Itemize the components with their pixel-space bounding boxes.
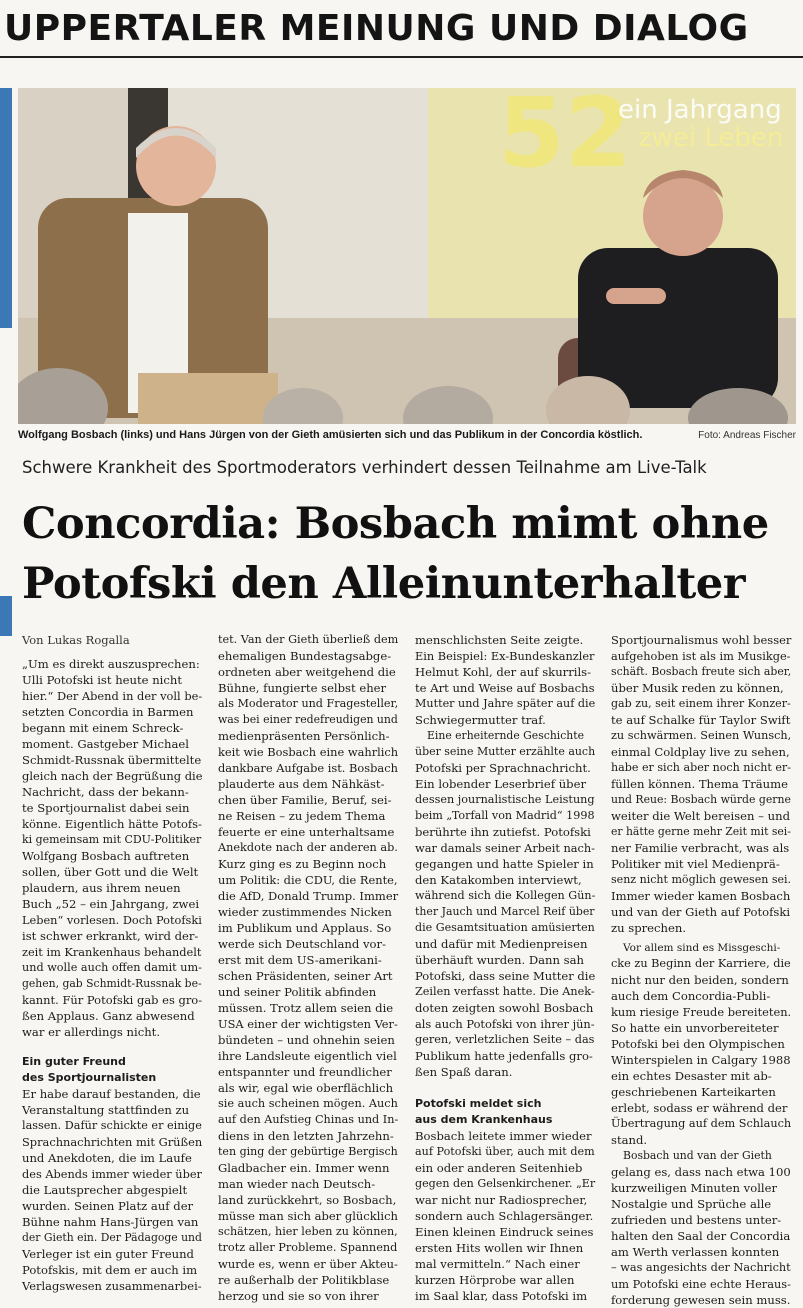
- text-line: So hatte ein unvorbereiteter: [611, 1021, 779, 1035]
- text-line: Potofski per Sprachnachricht.: [415, 761, 591, 775]
- text-line: re außerhalb der Politikblase: [218, 1273, 390, 1287]
- text-line: war damals seiner Arbeit nach-: [415, 841, 596, 855]
- text-line: und van der Gieth auf Potofski: [611, 905, 791, 919]
- text-line: könne. Eigentlich hätte Potofs-: [22, 817, 202, 831]
- text-line: ßen Spaß daran.: [415, 1065, 513, 1079]
- text-line: sondern auch Schlagersänger.: [415, 1209, 594, 1223]
- text-line: habe er sich aber noch nicht er-: [611, 761, 791, 774]
- text-line: USA einer der wichtigsten Ver-: [218, 1017, 398, 1031]
- text-line: Immer wieder kamen Bosbach: [611, 889, 791, 903]
- text-line: Buch „52 – ein Jahrgang, zwei: [22, 897, 200, 911]
- text-line: te Art und Weise auf Bosbachs: [415, 681, 595, 695]
- text-line: cke zu Beginn der Karriere, die: [611, 957, 791, 970]
- text-line: zeit im Krankenhaus behandelt: [22, 945, 202, 959]
- text-line: ten ging der gebürtige Bergisch: [218, 1145, 398, 1158]
- text-line: war er allerdings nicht.: [22, 1025, 161, 1039]
- text-line: Nachricht, dass der bekann-: [22, 785, 189, 799]
- text-line: ein echtes Desaster mit ab-: [611, 1069, 772, 1083]
- text-line: berührte ihn zutiefst. Potofski: [415, 825, 591, 839]
- text-line: gab zu, seit einem ihrer Konzer-: [611, 697, 791, 710]
- text-line: te Sportjournalist dabei sein: [22, 801, 190, 815]
- text-line: wurde es, wenn er über Akteu-: [218, 1257, 398, 1271]
- page-edge-strip: [0, 88, 12, 328]
- text-line: ehemaligen Bundestagsabge-: [218, 649, 392, 663]
- text-line: müssen. Trotz allem seien die: [218, 1001, 394, 1015]
- text-line: dessen journalistische Leistung: [415, 793, 595, 806]
- text-line: kannt. Für Potofski gab es gro-: [22, 993, 203, 1007]
- text-line: Potofski bei den Olympischen: [611, 1037, 785, 1051]
- text-line: Politiker mit viel Medienprä-: [611, 857, 780, 871]
- text-line: senz nicht möglich gewesen sei.: [611, 873, 792, 886]
- text-line: man wieder nach Deutsch-: [218, 1177, 376, 1191]
- backdrop-number: 52: [498, 88, 632, 189]
- text-line: mal vermitteln.“ Nach einer: [415, 1257, 580, 1271]
- headline-line: Potofski den Alleinunterhalter: [22, 558, 746, 609]
- text-line: nicht nur den beiden, sondern: [611, 973, 789, 987]
- text-line: einmal Coldplay live zu sehen,: [611, 745, 790, 759]
- photo-credit: Foto: Andreas Fischer: [698, 430, 796, 441]
- text-line: den Katakomben interviewt,: [415, 873, 582, 887]
- text-line: – was angesichts der Nachricht: [611, 1261, 791, 1274]
- text-line: diens in den letzten Jahrzehn-: [218, 1129, 394, 1143]
- text-line: land zurückkehrt, so Bosbach,: [218, 1193, 397, 1207]
- text-line: Veranstaltung stattfinden zu: [22, 1103, 190, 1117]
- text-line: kurzen Hörprobe war allen: [415, 1273, 575, 1287]
- text-line: Helmut Kohl, der auf skurrils-: [415, 665, 592, 679]
- byline: Von Lukas Rogalla: [22, 633, 130, 647]
- article-photo: [18, 88, 796, 424]
- text-line: Mutter und Jahre später auf die: [415, 697, 596, 710]
- text-line: Anekdote nach der anderen ab.: [218, 841, 398, 854]
- text-line: geschriebenen Karteikarten: [611, 1085, 776, 1099]
- text-line: trotz aller Probleme. Spannend: [218, 1241, 398, 1254]
- text-line: werde sich Deutschland vor-: [218, 937, 386, 951]
- text-line: füllen können. Thema Träume: [611, 777, 788, 791]
- text-line: Verleger ist ein guter Freund: [22, 1247, 194, 1261]
- text-line: kurzweiligen Minuten voller: [611, 1181, 778, 1195]
- text-line: geren, verletzlichen Seite – das: [415, 1033, 595, 1046]
- text-line: Er habe darauf bestanden, die: [22, 1087, 201, 1101]
- text-line: gehen, gab Schmidt-Russnak be-: [22, 977, 202, 990]
- text-line: gegangen und hatte Spieler in: [415, 857, 594, 871]
- text-line: Verlagswesen zusammenarbei-: [22, 1279, 202, 1293]
- text-line: überhäuft wurden. Dann sah: [415, 953, 584, 967]
- text-line: Bühne, fungierte selbst eher: [218, 681, 387, 695]
- text-line: Bühne nahm Hans-Jürgen van: [22, 1215, 199, 1229]
- text-line: Wolfgang Bosbach auftreten: [22, 849, 190, 863]
- text-line: doten zeigten sowohl Bosbach: [415, 1001, 594, 1015]
- text-line: auch dem Concordia-Publi-: [611, 989, 771, 1003]
- text-line: feuerte er eine unterhaltsame: [218, 825, 395, 839]
- text-line: bündeten – und ohnehin seien: [218, 1033, 395, 1047]
- text-line: gegen den Gelsenkirchener. „Er: [415, 1177, 596, 1190]
- section-title: UPPERTALER MEINUNG UND DIALOG: [4, 8, 749, 49]
- text-line: der Gieth ein. Der Pädagoge und: [22, 1231, 202, 1244]
- text-line: erst mit dem US-amerikani-: [218, 953, 382, 967]
- text-line: und dafür mit Medienpreisen: [415, 937, 588, 951]
- text-line: tet. Van der Gieth überließ dem: [218, 633, 399, 646]
- text-line: Potofski, dass seine Mutter die: [415, 969, 596, 983]
- text-line: ordneten aber weitgehend die: [218, 665, 396, 679]
- text-line: und Anekdoten, die im Laufe: [22, 1151, 192, 1165]
- text-line: sollen, über Gott und die Welt: [22, 865, 199, 879]
- text-line: medienpräsenten Persönlich-: [218, 729, 390, 743]
- text-line: ki gemeinsam mit CDU-Politiker: [22, 833, 202, 846]
- section-header: [0, 8, 803, 54]
- text-line: um Politik: die CDU, die Rente,: [218, 873, 398, 887]
- text-line: im Saal klar, dass Potofski im: [415, 1289, 588, 1303]
- intertitle: Potofski meldet sich: [415, 1097, 542, 1110]
- text-line: Bosbach leitete immer wieder: [415, 1129, 592, 1143]
- headline: [22, 494, 792, 614]
- text-line: Zeilen verfasst hatte. Die Anek-: [415, 985, 595, 998]
- text-line: als Moderator und Fragesteller,: [218, 697, 399, 710]
- text-line: auf den Aufstieg Chinas und In-: [218, 1113, 399, 1126]
- text-line: weiter die Welt bereisen – und: [611, 809, 790, 823]
- subheadline: Schwere Krankheit des Sportmoderators verhindert dessen Teilnahme am Live-Talk: [22, 458, 707, 477]
- text-line: Sportjournalismus wohl besser: [611, 633, 792, 647]
- text-line: gelang es, dass nach etwa 100: [611, 1165, 791, 1179]
- text-line: entspannter und freundlicher: [218, 1065, 392, 1079]
- text-line: dankbare Aufgabe ist. Bosbach: [218, 761, 398, 775]
- photo-caption: [18, 429, 796, 447]
- text-line: ihre Landsleute eigentlich viel: [218, 1049, 397, 1063]
- text-line: chen über Familie, Beruf, sei-: [218, 793, 392, 807]
- text-line: erlebt, sodass er während der: [611, 1101, 788, 1115]
- page-edge-strip: [0, 596, 12, 636]
- header-rule: [0, 56, 803, 58]
- article-column-3: [415, 632, 595, 1304]
- text-line: Winterspielen in Calgary 1988: [611, 1053, 791, 1067]
- text-line: ist schwer erkrankt, wird der-: [22, 929, 199, 943]
- text-line: des Abends immer wieder über: [22, 1167, 202, 1181]
- text-line: Übertragung auf dem Schlauch: [611, 1117, 792, 1130]
- text-line: keit wie Bosbach eine wahrlich: [218, 745, 399, 759]
- text-line: beim „Torfall von Madrid“ 1998: [415, 809, 595, 822]
- text-line: schen Präsidenten, seiner Art: [218, 969, 393, 983]
- text-line: am Werth verlassen konnten: [611, 1245, 780, 1259]
- text-line: plaudern, aus ihrem neuen: [22, 881, 181, 895]
- text-line: die Lautsprecher abgespielt: [22, 1183, 188, 1197]
- text-line: forderung gewesen sein muss.: [611, 1293, 791, 1307]
- text-line: wurden. Seinen Platz auf der: [22, 1199, 194, 1213]
- text-line: er hätte gerne mehr Zeit mit sei-: [611, 825, 791, 838]
- text-line: Leben“ vorlesen. Doch Potofski: [22, 913, 202, 927]
- text-line: als auch Potofski von ihrer jün-: [415, 1017, 595, 1031]
- text-line: auf Potofski über, auch mit dem: [415, 1145, 595, 1158]
- text-line: zufrieden und bestens unter-: [611, 1213, 782, 1227]
- text-line: ein oder anderen Seitenhieb: [415, 1161, 583, 1175]
- paragraph-gap: [22, 1040, 202, 1054]
- text-line: über Musik reden zu können,: [611, 681, 784, 695]
- text-line: als wir, egal wie oberflächlich: [218, 1081, 394, 1095]
- text-line: und seiner Politik abfinden: [218, 985, 377, 999]
- text-line: ne Reisen – zu jedem Thema: [218, 809, 386, 823]
- article-column-2: [218, 632, 398, 1304]
- text-line: kum riesige Freude bereiteten.: [611, 1005, 792, 1019]
- text-line: Kurz ging es zu Beginn noch: [218, 857, 387, 871]
- text-line: hier.“ Der Abend in der voll be-: [22, 689, 203, 703]
- article-column-4: [611, 632, 791, 1308]
- text-line: sie auch scheinen mögen. Auch: [218, 1097, 398, 1110]
- caption-text: Wolfgang Bosbach (links) und Hans Jürgen von der Gieth amüsierten sich und das Publikum in der Concordia köstlich.: [18, 429, 643, 441]
- text-line: Schwiegermutter traf.: [415, 713, 546, 727]
- photo-illustration: [18, 88, 796, 424]
- text-line: über seine Mutter erzählte auch: [415, 745, 596, 758]
- article-column-1: [22, 632, 202, 1294]
- text-line: zu schwärmen. Seinen Wunsch,: [611, 729, 792, 742]
- text-line: wieder zustimmendes Nicken: [218, 905, 392, 919]
- text-line: war nicht nur Radiosprecher,: [415, 1193, 588, 1207]
- text-line: schäft. Bosbach freute sich aber,: [611, 665, 792, 678]
- text-line: Sprachnachrichten mit Grüßen: [22, 1135, 203, 1149]
- text-line: um Potofski eine echte Heraus-: [611, 1277, 791, 1291]
- text-line: ersten Hits wollen wir Ihnen: [415, 1241, 584, 1255]
- text-line: lassen. Dafür schickte er einige: [22, 1119, 202, 1132]
- text-line: Bosbach und van der Gieth: [623, 1149, 772, 1162]
- text-line: die Gesamtsituation amüsierten: [415, 921, 595, 934]
- intertitle: Ein guter Freund: [22, 1055, 126, 1068]
- text-line: und wolle auch offen damit um-: [22, 961, 202, 974]
- text-line: menschlichsten Seite zeigte.: [415, 633, 584, 647]
- text-line: während sich die Kollegen Gün-: [415, 889, 596, 902]
- text-line: gleich nach der Begrüßung die: [22, 769, 203, 783]
- text-line: Eine erheiternde Geschichte: [427, 729, 584, 742]
- text-line: setzten Concordia in Barmen: [22, 705, 194, 719]
- text-line: Gladbacher ein. Immer wenn: [218, 1161, 390, 1175]
- text-line: und Reue: Bosbach würde gerne: [611, 793, 791, 806]
- text-line: plauderte aus dem Nähkäst-: [218, 777, 385, 791]
- text-line: im Publikum und Applaus. So: [218, 921, 392, 935]
- text-line: was bei einer redefreudigen und: [218, 713, 398, 726]
- backdrop-text-1: ein Jahrgang: [618, 95, 782, 125]
- paragraph-gap: [22, 648, 202, 656]
- text-line: zu sprechen.: [611, 921, 687, 935]
- text-line: moment. Gastgeber Michael: [22, 737, 189, 751]
- text-line: Nostalgie und Sprüche alle: [611, 1197, 772, 1211]
- text-line: Ein lobender Leserbrief über: [415, 777, 586, 791]
- text-line: Potofskis, mit dem er auch im: [22, 1263, 198, 1277]
- text-line: „Um es direkt auszusprechen:: [22, 657, 200, 671]
- text-line: begann mit einem Schreck-: [22, 721, 184, 735]
- text-line: aufgehoben ist als im Musikge-: [611, 649, 791, 663]
- text-line: Ulli Potofski ist heute nicht: [22, 673, 182, 687]
- text-line: Publikum hatte jedenfalls gro-: [415, 1049, 593, 1063]
- intertitle: aus dem Krankenhaus: [415, 1113, 553, 1126]
- text-line: ner Familie verbracht, was als: [611, 841, 790, 855]
- text-line: schätzen, hier leben zu können,: [218, 1225, 398, 1238]
- headline-line: Concordia: Bosbach mimt ohne: [22, 498, 769, 549]
- text-line: stand.: [611, 1133, 648, 1147]
- text-line: Schmidt-Russnak übermittelte: [22, 753, 202, 767]
- text-line: ther Jauch und Marcel Reif über: [415, 905, 595, 918]
- text-line: Ein Beispiel: Ex-Bundeskanzler: [415, 649, 595, 663]
- backdrop-text-2: zwei Leben: [638, 123, 784, 153]
- text-line: halten den Saal der Concordia: [611, 1229, 791, 1243]
- text-line: Einen kleinen Eindruck seines: [415, 1225, 594, 1239]
- intertitle: des Sportjournalisten: [22, 1071, 157, 1084]
- text-line: müsse man sich aber glücklich: [218, 1209, 398, 1223]
- text-line: die AfD, Donald Trump. Immer: [218, 889, 399, 903]
- text-line: Vor allem sind es Missgeschi-: [623, 942, 781, 954]
- text-line: herzog und sie so von ihrer: [218, 1289, 379, 1303]
- text-line: ßen Applaus. Ganz abwesend: [22, 1009, 195, 1023]
- paragraph-gap: [415, 1080, 595, 1096]
- text-line: te auf Schalke für Taylor Swift: [611, 713, 791, 727]
